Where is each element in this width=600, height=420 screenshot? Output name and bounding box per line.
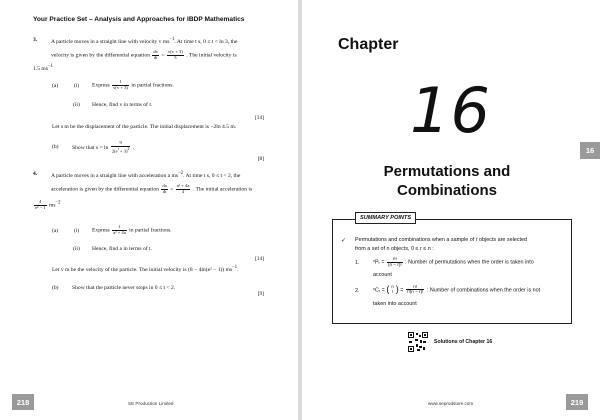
q3-a-i xyxy=(92,80,174,91)
q3-number: 3. xyxy=(33,37,38,43)
q3-b-den-a: 2(e xyxy=(111,148,118,154)
q4-a-label: (a) xyxy=(52,228,59,234)
chapter-title-line2: Combinations xyxy=(397,181,497,199)
q3-a-marks: [14] xyxy=(255,115,264,121)
q4-let-line-text: Let v m be the velocity of the particle. The initial velocity is (8 − 4ln(e² − 1)) ms xyxy=(52,266,233,273)
q3-a-i-label: (i) xyxy=(74,83,80,89)
q3-b-text-b: . xyxy=(132,144,135,151)
item1-text: : Number of permutations when the order is taken into xyxy=(405,259,534,266)
q3-de-eq: = xyxy=(161,52,165,59)
q4-line1-text: A particle moves in a straight line with acceleration a ms xyxy=(51,172,179,179)
q3-b-marks: [8] xyxy=(257,156,264,162)
q4-line2 xyxy=(51,184,252,195)
q4-init-den: e² − 1 xyxy=(35,204,46,210)
q3-a-i-num: 1 xyxy=(112,80,129,86)
q3-line2 xyxy=(51,50,237,61)
q4-b-marks: [9] xyxy=(257,291,264,297)
q3-line2-b: . The initial velocity is xyxy=(186,52,237,59)
q3-line3 xyxy=(33,64,53,73)
solutions-link[interactable]: Solutions of Chapter 16 xyxy=(434,339,493,345)
summary-item2-text2: taken into account xyxy=(373,301,417,307)
qr-code-icon[interactable] xyxy=(408,332,428,352)
q4-a-marks: [14] xyxy=(255,256,264,262)
q4-line3 xyxy=(33,200,61,211)
q4-a-i-label: (i) xyxy=(74,228,80,234)
q3-a-i-text-b: in partial fractions. xyxy=(131,82,174,89)
q4-a-i-frac xyxy=(112,225,127,236)
chapter-title-line1: Permutations and xyxy=(383,163,511,180)
q3-b-den xyxy=(111,147,131,154)
q4-a-i-den: a³ + 4a xyxy=(113,229,126,235)
summary-item2-num: 2. xyxy=(355,288,360,294)
q4-a-i-text-a: Express xyxy=(92,227,110,234)
q4-de-frac xyxy=(161,184,167,195)
summary-box xyxy=(332,215,572,324)
binom-close: ) xyxy=(395,284,399,294)
q4-de-num: da xyxy=(162,183,167,188)
q4-init-unit: ms xyxy=(49,202,56,209)
q3-line1-exp: −1 xyxy=(169,37,175,42)
item2-num: n! xyxy=(406,285,424,291)
q4-rhs-num: a³ + 4a xyxy=(176,183,190,188)
q4-rhs-frac xyxy=(176,184,191,195)
q3-a-i-text-a: Express xyxy=(92,82,110,89)
q3-let-line: Let s m be the displacement of the particle. The initial displacement is −2ln 4.5 m. xyxy=(52,124,237,130)
item1-num: n! xyxy=(387,257,403,263)
binom-open: ( xyxy=(386,284,390,294)
q4-let-line-exp: −1 xyxy=(232,265,238,270)
chapter-number: 16 xyxy=(410,74,491,147)
summary-item1 xyxy=(373,257,534,268)
q3-line1-end: . At time t s, 0 ≤ t < ln 3, the xyxy=(174,38,238,45)
q3-rhs-num: v(v + 3) xyxy=(167,49,183,54)
chapter-word: Chapter xyxy=(338,36,399,53)
q4-let-line xyxy=(52,265,239,274)
q3-de-num: dv xyxy=(153,49,159,54)
q3-a-i-frac xyxy=(112,80,129,91)
q4-line1-exp: −2 xyxy=(178,171,184,176)
q3-rhs-den: 3 xyxy=(174,54,177,60)
q3-b-frac xyxy=(111,141,131,154)
q3-b-den-b: + 3) xyxy=(118,148,128,154)
left-page xyxy=(0,0,298,420)
q3-line1-text: A particle moves in a straight line with velocity v ms xyxy=(51,38,170,45)
q4-b-text: Show that the particle never stops in 0 ≤ t < 2. xyxy=(72,285,176,291)
binom-top: n xyxy=(391,284,394,290)
q3-a-ii-text: Hence, find v in terms of t. xyxy=(92,102,153,108)
q4-a-i-num: 1 xyxy=(112,225,127,231)
summary-label: SUMMARY POINTS xyxy=(355,212,416,224)
q3-b-num: 9 xyxy=(111,141,131,147)
check-icon: ✓ xyxy=(341,237,347,244)
summary-item2 xyxy=(373,284,540,296)
item2-text: : Number of combinations when the order is not xyxy=(426,287,541,294)
q4-let-line-end: . xyxy=(237,266,239,273)
q4-line1 xyxy=(51,171,240,180)
q3-line3-text: 1.5 ms xyxy=(33,65,48,72)
q4-line2-b: . The initial acceleration is xyxy=(192,186,253,193)
q4-init-unit-exp: −2 xyxy=(55,200,61,206)
binom-bot: r xyxy=(391,288,394,294)
item2-lhs: ⁿCᵣ = xyxy=(373,287,385,294)
q3-de-frac xyxy=(152,50,159,61)
q3-b-label: (b) xyxy=(52,144,59,150)
q4-rhs-den: 4 xyxy=(181,188,185,194)
chapter-tab: 16 xyxy=(580,142,600,159)
item1-den: (n − r)! xyxy=(388,261,402,267)
q3-a-label: (a) xyxy=(52,83,59,89)
q4-b-label: (b) xyxy=(52,285,59,291)
q4-a-i xyxy=(92,225,172,236)
q4-init-num: 4 xyxy=(34,200,47,206)
q3-b-den-exp2: 2 xyxy=(127,146,130,151)
item1-lhs: ⁿPᵣ = xyxy=(373,259,385,266)
q3-b xyxy=(72,141,134,154)
q3-a-i-den: v(v + 3) xyxy=(113,84,128,90)
q4-a-i-text-b: in partial fractions. xyxy=(129,227,172,234)
q4-line1-end: . At time t s, 0 ≤ t < 2, the xyxy=(183,172,241,179)
item2-den: r!(n − r)! xyxy=(406,289,424,295)
q3-rhs-frac xyxy=(167,50,184,61)
q4-de-den: dt xyxy=(162,188,167,194)
summary-intro-1: Permutations and combinations when a sample of r objects are selected xyxy=(355,237,527,243)
footer-right: www.seprodstore.com xyxy=(428,401,474,406)
item1-frac xyxy=(387,257,403,268)
right-page xyxy=(302,0,600,420)
q3-line2-a: velocity is given by the differential equation xyxy=(51,52,151,59)
q3-b-den-exp: t xyxy=(117,146,119,151)
q3-de-den: dt xyxy=(153,54,158,60)
chapter-title xyxy=(342,163,552,201)
q4-init-frac xyxy=(34,200,47,211)
q4-de-eq: = xyxy=(170,186,174,193)
summary-intro-2: from a set of n objects, 0 ≤ r ≤ n : xyxy=(355,246,434,252)
running-head: Your Practice Set – Analysis and Approaches for IBDP Mathematics xyxy=(33,16,245,23)
q3-b-text-a: Show that s = ln xyxy=(72,144,109,151)
q4-number: 4. xyxy=(33,171,38,177)
q4-line2-a: acceleration is given by the differential equation xyxy=(51,186,159,193)
page-number-right: 219 xyxy=(566,394,588,410)
q4-a-ii-text: Hence, find a in terms of t. xyxy=(92,246,152,252)
item2-binom xyxy=(390,285,394,294)
footer-left: SE Production Limited xyxy=(128,401,174,406)
q3-line3-exp: −1 xyxy=(47,64,53,69)
q3-a-ii-label: (ii) xyxy=(73,102,80,108)
q4-a-ii-label: (ii) xyxy=(73,246,80,252)
q3-line1 xyxy=(51,37,237,46)
item2-frac xyxy=(406,285,424,296)
item2-eq: = xyxy=(400,287,404,294)
summary-item1-num: 1. xyxy=(355,260,360,266)
summary-item1-text2: account xyxy=(373,272,392,278)
page-number-left: 218 xyxy=(12,394,34,410)
